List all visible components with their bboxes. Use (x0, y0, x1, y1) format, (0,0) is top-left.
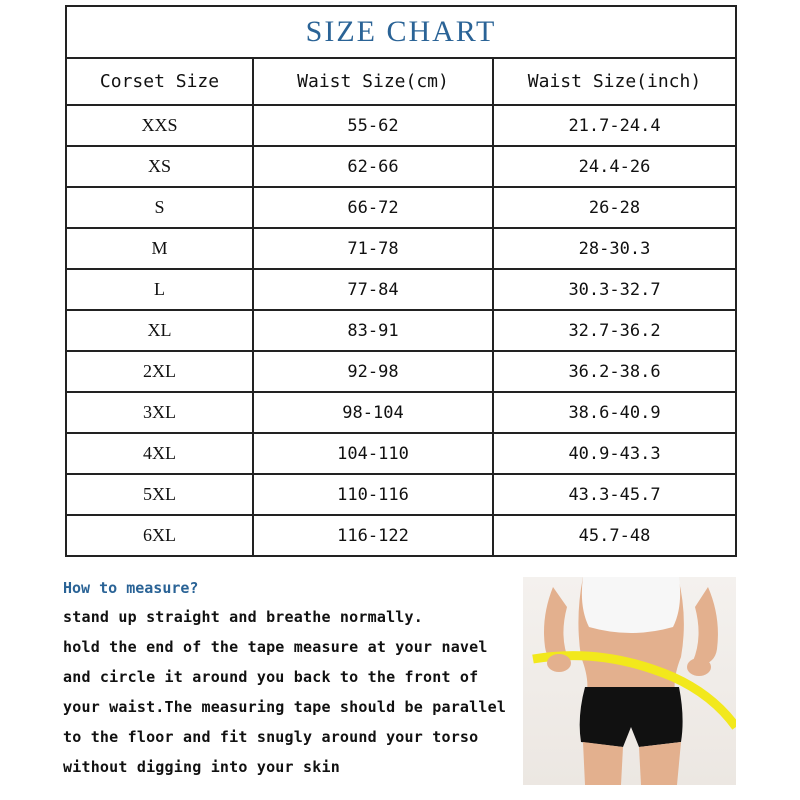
instruction-line: your waist.The measuring tape should be parallel (63, 698, 507, 716)
waist-inch-cell: 24.4-26 (493, 146, 736, 187)
table-row (66, 392, 736, 433)
waist-cm-cell: 55-62 (253, 105, 493, 146)
waist-inch-cell: 45.7-48 (493, 515, 736, 556)
header-waist-inch: Waist Size(inch) (493, 58, 736, 105)
header-waist-cm: Waist Size(cm) (253, 58, 493, 105)
waist-cm-cell: 71-78 (253, 228, 493, 269)
table-row (66, 228, 736, 269)
table-row (66, 310, 736, 351)
waist-inch-cell: 40.9-43.3 (493, 433, 736, 474)
waist-cm-cell: 83-91 (253, 310, 493, 351)
waist-cm-cell: 66-72 (253, 187, 493, 228)
instruction-line: without digging into your skin (63, 758, 340, 776)
corset-size-cell: 5XL (66, 474, 253, 515)
instruction-line: hold the end of the tape measure at your navel (63, 638, 488, 656)
waist-inch-cell: 32.7-36.2 (493, 310, 736, 351)
corset-size-cell: XS (66, 146, 253, 187)
waist-inch-cell: 21.7-24.4 (493, 105, 736, 146)
waist-cm-cell: 77-84 (253, 269, 493, 310)
waist-inch-cell: 36.2-38.6 (493, 351, 736, 392)
waist-inch-cell: 38.6-40.9 (493, 392, 736, 433)
corset-size-cell: S (66, 187, 253, 228)
corset-size-cell: XL (66, 310, 253, 351)
waist-cm-cell: 62-66 (253, 146, 493, 187)
corset-size-cell: 3XL (66, 392, 253, 433)
waist-cm-cell: 92-98 (253, 351, 493, 392)
size-chart-table (65, 5, 737, 557)
measuring-photo (523, 577, 736, 785)
table-row (66, 351, 736, 392)
waist-inch-cell: 28-30.3 (493, 228, 736, 269)
table-row (66, 433, 736, 474)
instruction-line: and circle it around you back to the front of (63, 668, 479, 686)
table-row (66, 269, 736, 310)
corset-size-cell: 4XL (66, 433, 253, 474)
how-to-measure (63, 578, 518, 782)
table-row (66, 187, 736, 228)
how-to-title: How to measure? (63, 579, 199, 597)
waist-cm-cell: 104-110 (253, 433, 493, 474)
table-row (66, 105, 736, 146)
table-row (66, 515, 736, 556)
corset-size-cell: L (66, 269, 253, 310)
header-corset-size: Corset Size (66, 58, 253, 105)
waist-cm-cell: 98-104 (253, 392, 493, 433)
woman-measuring-waist-illustration (523, 577, 736, 785)
waist-cm-cell: 116-122 (253, 515, 493, 556)
corset-size-cell: 2XL (66, 351, 253, 392)
corset-size-cell: 6XL (66, 515, 253, 556)
waist-cm-cell: 110-116 (253, 474, 493, 515)
waist-inch-cell: 43.3-45.7 (493, 474, 736, 515)
instruction-line: to the floor and fit snugly around your torso (63, 728, 479, 746)
table-row (66, 146, 736, 187)
instruction-line: stand up straight and breathe normally. (63, 608, 423, 626)
waist-inch-cell: 26-28 (493, 187, 736, 228)
corset-size-cell: XXS (66, 105, 253, 146)
chart-title: SIZE CHART (66, 6, 736, 58)
table-row (66, 474, 736, 515)
waist-inch-cell: 30.3-32.7 (493, 269, 736, 310)
header-row (66, 58, 736, 105)
corset-size-cell: M (66, 228, 253, 269)
